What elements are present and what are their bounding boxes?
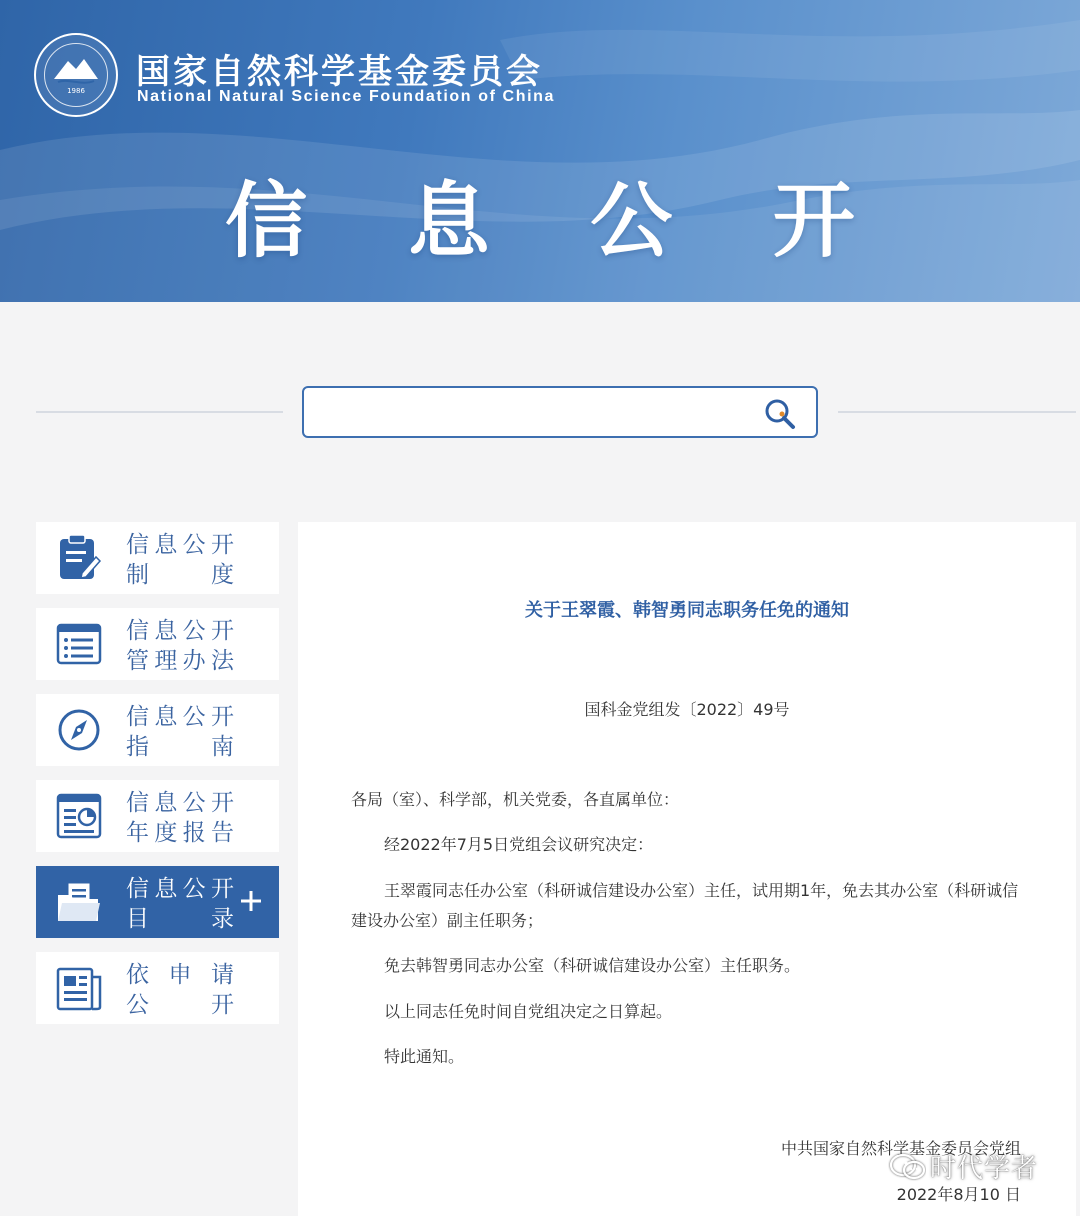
sidebar-item-guide[interactable]: [36, 694, 279, 766]
search-icon[interactable]: [762, 397, 800, 431]
list-document-icon: [54, 619, 104, 669]
newspaper-icon: [54, 963, 104, 1013]
sidebar-item-on-request[interactable]: [36, 952, 279, 1024]
header-banner: [0, 0, 1080, 302]
document-panel: [298, 522, 1076, 1216]
plus-icon[interactable]: [240, 890, 262, 912]
watermark: [888, 1148, 1038, 1185]
signature-date: 2022年8月10 日: [896, 1185, 1021, 1204]
signature-org: 中共国家自然科学基金委员会党组: [780, 1139, 1021, 1158]
report-chart-icon: [54, 791, 104, 841]
sidebar-item-label: 依 申 请 公 开: [126, 962, 236, 1018]
search-divider-right: [838, 411, 1076, 413]
document-title: 关于王翠霞、韩智勇同志职务任免的通知: [525, 600, 849, 621]
document-salutation: 各局（室）、科学部，机关党委，各直属单位：: [351, 790, 680, 809]
org-name-cn: 国家自然科学基金委员会: [136, 52, 543, 92]
clipboard-pen-icon: [54, 533, 104, 583]
org-name-en: National Natural Science Foundation of China: [137, 88, 555, 105]
folder-icon: [54, 877, 104, 927]
document-paragraph: 经2022年7月5日党组会议研究决定：: [384, 835, 654, 854]
search-bar: [302, 386, 818, 438]
sidebar-item-annual-report[interactable]: [36, 780, 279, 852]
search-input[interactable]: [316, 396, 746, 428]
page-title: 信 息 公 开: [225, 174, 891, 269]
compass-icon: [54, 705, 104, 755]
document-paragraph: 以上同志任免时间自党组决定之日算起。: [384, 1002, 673, 1021]
document-paragraph: 免去韩智勇同志办公室（科研诚信建设办公室）主任职务。: [384, 956, 801, 975]
sidebar-item-label: 信息公开 年度报告: [126, 790, 236, 846]
document-paragraph: 王翠霞同志任办公室（科研诚信建设办公室）主任，试用期1年，免去其办公室（科研诚信建设办公室）副主任职务；: [351, 881, 1019, 930]
sidebar-item-label: 信息公开 制 度: [126, 532, 236, 588]
sidebar-item-disclosure-system[interactable]: [36, 522, 279, 594]
nsfc-seal-logo: [34, 33, 118, 117]
sidebar-item-label: 信息公开 管理办法: [126, 618, 236, 674]
document-paragraph: 特此通知。: [384, 1047, 465, 1066]
wechat-icon: [888, 1152, 926, 1182]
seal-year: 1986: [67, 87, 85, 95]
sidebar-item-label: 信息公开 目 录: [126, 876, 236, 932]
sidebar-item-label: 信息公开 指 南: [126, 704, 236, 760]
search-divider-left: [36, 411, 283, 413]
sidebar-item-catalog[interactable]: [36, 866, 279, 938]
watermark-text: 时代学者: [930, 1154, 1039, 1184]
document-number: 国科金党组发〔2022〕49号: [584, 700, 790, 719]
sidebar-item-management-measures[interactable]: [36, 608, 279, 680]
